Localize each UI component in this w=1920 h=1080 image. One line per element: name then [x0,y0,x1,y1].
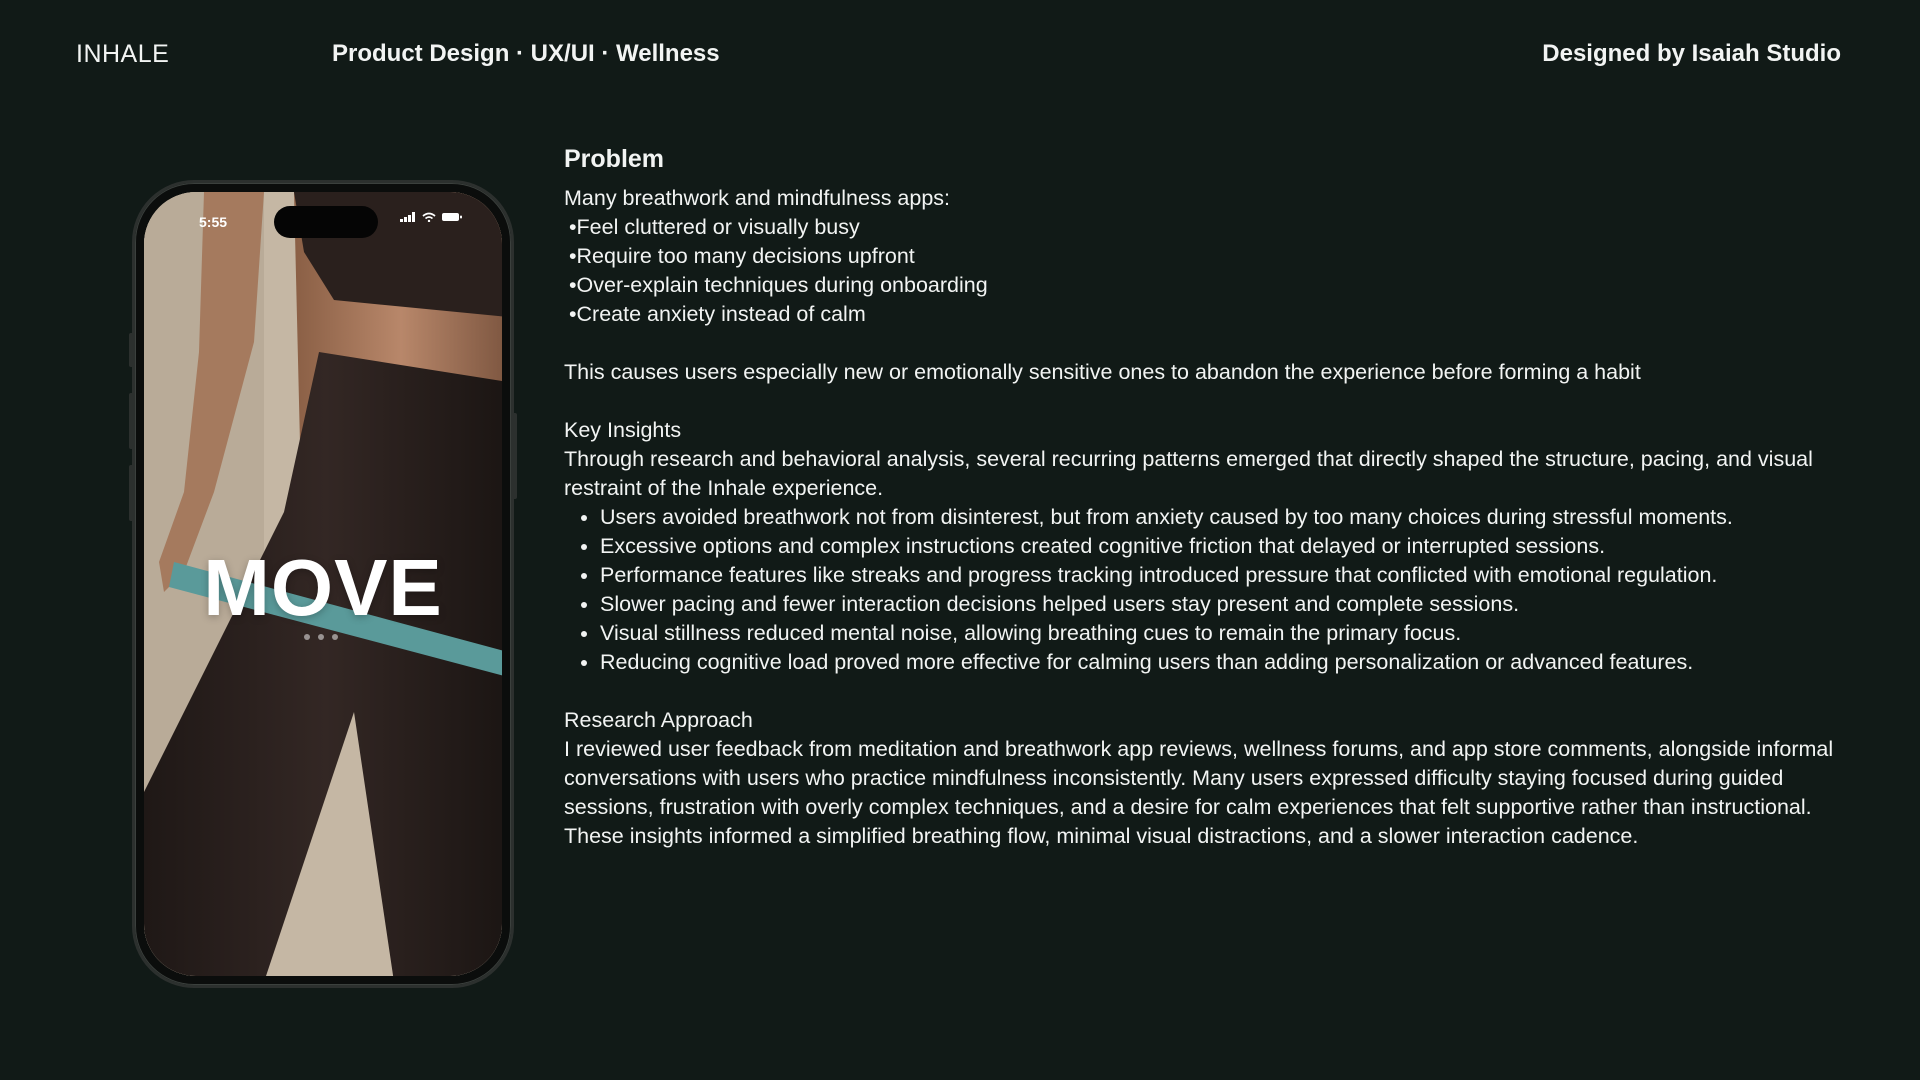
page-dot [318,634,324,640]
problem-heading: Problem [564,145,665,173]
battery-icon [442,212,462,222]
problem-item: • Over-explain techniques during onboarding [569,271,1844,300]
problem-consequence: This causes users especially new or emotionally sensitive ones to abandon the experience before forming a habit [564,360,1641,384]
project-tagline: Product Design · UX/UI · Wellness [332,40,720,67]
research-body: I reviewed user feedback from meditation and breathwork app reviews, wellness forums, and app store comments, alongside informal conversations with users who practice mindfulness inconsistently. Many users expressed difficulty staying focused during guided sessions, frustration with overly complex techniques, and a desire for calm experiences that felt supportive rather than instructional. These insights informed a simplified breathing flow, minimal visual distractions, and a slower interaction cadence. [564,737,1834,848]
wifi-icon [422,212,436,222]
page-indicator [304,634,338,640]
dynamic-island [274,206,378,238]
insight-item: • Reducing cognitive load proved more effective for calming users than adding personalization or advanced features. [600,648,1844,677]
page-dot [332,634,338,640]
research-heading: Research Approach [564,708,753,732]
phone-screen [144,192,502,976]
phone-volume-up-button [129,393,134,449]
problem-item: • Create anxiety instead of calm [569,300,1844,329]
insight-item: • Excessive options and complex instructions created cognitive friction that delayed or interrupted sessions. [600,532,1844,561]
problem-item: • Feel cluttered or visually busy [569,213,1844,242]
problem-item: • Require too many decisions upfront [569,242,1844,271]
phone-volume-down-button [129,465,134,521]
designer-credit: Designed by Isaiah Studio [1542,40,1841,67]
case-study-content [564,142,1844,851]
insight-item: • Slower pacing and fewer interaction decisions helped users stay present and complete sessions. [600,590,1844,619]
insight-item: • Performance features like streaks and progress tracking introduced pressure that conflicted with emotional regulation. [600,561,1844,590]
hero-word: MOVE [203,543,443,632]
phone-power-button [512,413,517,499]
brand-logo: INHALE [76,40,170,68]
insight-item: • Users avoided breathwork not from disinterest, but from anxiety caused by too many choices during stressful moments. [600,503,1844,532]
problem-intro: Many breathwork and mindfulness apps: [564,186,951,210]
problem-list [564,213,1844,329]
phone-mockup [132,180,514,988]
insight-item: • Visual stillness reduced mental noise, allowing breathing cues to remain the primary focus. [600,619,1844,648]
insights-heading: Key Insights [564,418,682,442]
page-dot [304,634,310,640]
status-bar-icons [400,212,462,222]
signal-icon [400,212,416,222]
status-time: 5:55 [199,214,228,230]
insights-list [564,503,1844,677]
phone-side-button [129,333,134,367]
insights-intro: Through research and behavioral analysis, several recurring patterns emerged that directly shaped the structure, pacing, and visual restraint of the Inhale experience. [564,447,1813,500]
